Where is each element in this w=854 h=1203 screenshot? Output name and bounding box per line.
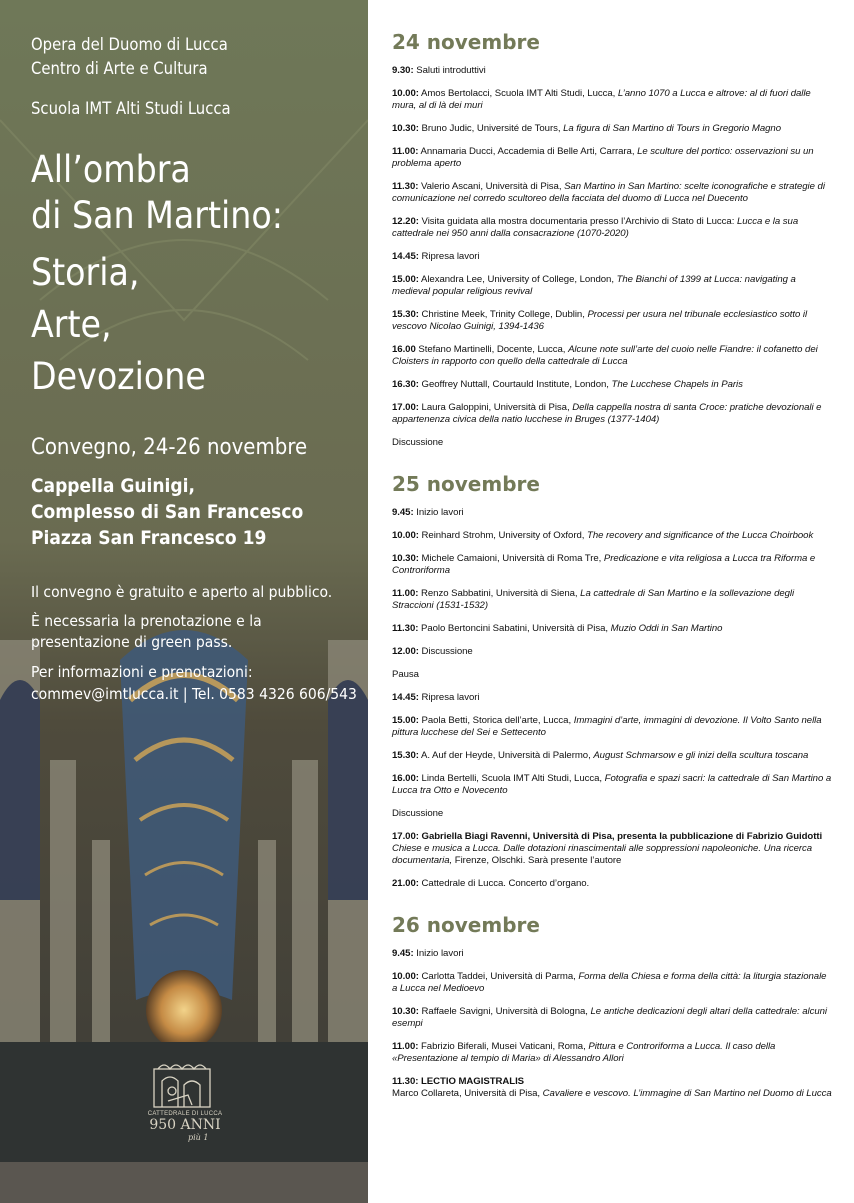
item-text: Christine Meek, Trinity College, Dublin,	[421, 309, 585, 320]
item-text: Cattedrale di Lucca. Concerto d’organo.	[421, 878, 590, 889]
item-time: 10.30:	[392, 1006, 419, 1017]
program-item	[392, 553, 832, 577]
item-time: 14.45:	[392, 692, 419, 703]
program-item	[392, 379, 832, 391]
item-title: Della cappella nostra di santa Croce: pratiche devozionali e appartenenza civica della natio lucchese in Bruges (1377-1404)	[392, 402, 822, 425]
item-time: 17.00:	[392, 831, 419, 842]
program-item	[392, 530, 832, 542]
item-time: 10.30:	[392, 123, 419, 134]
item-title: Forma della Chiesa e forma della città: la liturgia stazionale a Lucca nel Medioevo	[392, 971, 827, 994]
item-title: L’anno 1070 a Lucca e altrove: al di fuori dalle mura, al di là dei muri	[392, 88, 811, 111]
item-title: La figura di San Martino di Tours in Gregorio Magno	[563, 123, 781, 134]
item-speaker: Marco Collareta, Università di Pisa,	[392, 1088, 541, 1099]
program-item	[392, 878, 832, 890]
item-time: 12.20:	[392, 216, 419, 227]
item-time: 10.30:	[392, 553, 419, 564]
item-tail: Firenze, Olschki. Sarà presente l’autore	[454, 855, 622, 866]
item-text: Michele Camaioni, Università di Roma Tre,	[421, 553, 602, 564]
convegno-dates: Convegno, 24-26 novembre	[31, 435, 308, 460]
item-text: Valerio Ascani, Università di Pisa,	[421, 181, 562, 192]
program-item	[392, 123, 832, 135]
day-heading: 25 novembre	[392, 472, 540, 496]
organizer-line: Scuola IMT Alti Studi Lucca	[31, 99, 231, 118]
item-text: Laura Galoppini, Università di Pisa,	[421, 402, 570, 413]
program-item	[392, 181, 832, 205]
info-line: È necessaria la prenotazione e la	[31, 612, 262, 630]
program-item	[392, 750, 832, 762]
item-title: Processi per usura nel tribunale ecclesiastico sotto il vescovo Nicolao Guinigi, 1394-1436	[392, 309, 808, 332]
program-item	[392, 507, 832, 519]
item-time: 11.00:	[392, 1041, 419, 1052]
item-text: Paolo Bertoncini Sabatini, Università di Pisa,	[421, 623, 609, 634]
item-title: Fotografia e spazi sacri: la cattedrale di San Martino a Lucca tra Otto e Novecento	[392, 773, 832, 796]
item-text: Discussione	[392, 437, 444, 448]
item-text: Gabriella Biagi Ravenni, Università di Pisa, presenta la pubblicazione di Fabrizio Guidotti	[421, 831, 823, 842]
title-line: Devozione	[31, 355, 206, 398]
cathedral-facade-icon	[140, 1055, 230, 1111]
item-title: Alcune note sull’arte del cuoio nelle Fiandre: il cofanetto dei Cloisters in rapporto con quello della cattedrale di Lucca	[392, 344, 818, 367]
logo-line: 950 ANNI	[149, 1117, 221, 1133]
title-line: All’ombra	[31, 148, 191, 191]
title-line: Storia,	[31, 251, 140, 294]
item-time: 11.30:	[392, 623, 419, 634]
venue-line: Cappella Guinigi,	[31, 475, 195, 497]
item-text: Alexandra Lee, University of College, London,	[421, 274, 614, 285]
program-column	[392, 30, 832, 1111]
item-text: Annamaria Ducci, Accademia di Belle Arti, Carrara,	[420, 146, 635, 157]
item-time: 16.30:	[392, 379, 419, 390]
program-item	[392, 216, 832, 240]
item-text: Ripresa lavori	[421, 692, 480, 703]
program-item	[392, 971, 832, 995]
item-text: Paola Betti, Storica dell’arte, Lucca,	[421, 715, 572, 726]
program-item	[392, 646, 832, 658]
item-time: 11.00:	[392, 588, 419, 599]
title-line: Arte,	[31, 303, 112, 346]
venue-line: Piazza San Francesco 19	[31, 527, 267, 549]
item-text: Inizio lavori	[416, 948, 464, 959]
item-time: 10.00:	[392, 530, 419, 541]
program-item	[392, 669, 832, 681]
item-title: The Bianchi of 1399 at Lucca: navigating a medieval popular religious revival	[392, 274, 796, 297]
item-text: Linda Bertelli, Scuola IMT Alti Studi, Lucca,	[421, 773, 603, 784]
program-item	[392, 623, 832, 635]
item-title: Le sculture del portico: osservazioni su un problema aperto	[392, 146, 814, 169]
item-title: Lucca e la sua cattedrale nei 950 anni dalla consacrazione (1070-2020)	[392, 216, 799, 239]
item-time: 15.30:	[392, 309, 419, 320]
item-title: Cavaliere e vescovo. L’immagine di San Martino nel Duomo di Lucca	[542, 1088, 832, 1099]
program-item	[392, 251, 832, 263]
item-time: 11.30:	[392, 181, 419, 192]
title-line: di San Martino:	[31, 194, 283, 237]
item-time: 11.00:	[392, 146, 419, 157]
day-heading: 24 novembre	[392, 30, 540, 54]
program-item	[392, 808, 832, 820]
item-time: 15.30:	[392, 750, 419, 761]
item-text: LECTIO MAGISTRALIS	[421, 1076, 525, 1087]
item-time: 21.00:	[392, 878, 419, 889]
item-title: San Martino in San Martino: scelte iconografiche e strategie di comunicazione nel corredo scultoreo della facciata del duomo di Lucca nel Duecento	[392, 181, 825, 204]
cathedral-950-logo	[140, 1055, 230, 1155]
item-time: 17.00:	[392, 402, 419, 413]
item-text: Discussione	[421, 646, 473, 657]
program-item	[392, 1076, 832, 1100]
item-text: Raffaele Savigni, Università di Bologna,	[421, 1006, 588, 1017]
item-text: Amos Bertolacci, Scuola IMT Alti Studi, Lucca,	[421, 88, 616, 99]
info-line: Il convegno è gratuito e aperto al pubblico.	[31, 583, 333, 601]
organizer-line: Centro di Arte e Cultura	[31, 59, 208, 78]
program-item	[392, 948, 832, 960]
item-time: 14.45:	[392, 251, 419, 262]
item-time: 15.00:	[392, 274, 419, 285]
program-item	[392, 588, 832, 612]
item-text: Bruno Judic, Université de Tours,	[421, 123, 561, 134]
item-title: Immagini d’arte, immagini di devozione. Il Volto Santo nella pittura lucchese del Sei e Settecento	[392, 715, 822, 738]
left-panel	[0, 0, 368, 1203]
program-item	[392, 344, 832, 368]
item-time: 16.00	[392, 344, 416, 355]
logo-line: più 1	[188, 1133, 209, 1142]
item-text: Reinhard Strohm, University of Oxford,	[421, 530, 585, 541]
program-item	[392, 831, 832, 867]
item-text: Geoffrey Nuttall, Courtauld Institute, London,	[421, 379, 609, 390]
organizer-line: Opera del Duomo di Lucca	[31, 35, 228, 54]
item-time: 15.00:	[392, 715, 419, 726]
item-text: Saluti introduttivi	[416, 65, 486, 76]
logo-line: CATTEDRALE DI LUCCA	[147, 1111, 223, 1117]
program-item	[392, 402, 832, 426]
info-line: presentazione di green pass.	[31, 633, 233, 651]
program-item	[392, 88, 832, 112]
item-title: Pittura e Controriforma a Lucca. Il caso della «Presentazione al tempio di Maria» di Alessandro Allori	[392, 1041, 776, 1064]
program-item	[392, 715, 832, 739]
program-item	[392, 1006, 832, 1030]
item-title: The Lucchese Chapels in Paris	[611, 379, 743, 390]
item-title: August Schmarsow e gli inizi della scultura toscana	[593, 750, 809, 761]
item-title: La cattedrale di San Martino e la sollevazione degli Straccioni (1531-1532)	[392, 588, 795, 611]
program-item	[392, 692, 832, 704]
program-item	[392, 773, 832, 797]
item-time: 16.00:	[392, 773, 419, 784]
item-text: Carlotta Taddei, Università di Parma,	[421, 971, 576, 982]
item-time: 12.00:	[392, 646, 419, 657]
item-text: Inizio lavori	[416, 507, 464, 518]
program-item	[392, 437, 832, 449]
item-text: Renzo Sabbatini, Università di Siena,	[421, 588, 578, 599]
day-heading: 26 novembre	[392, 913, 540, 937]
item-text: Ripresa lavori	[421, 251, 480, 262]
program-item	[392, 274, 832, 298]
item-title: Predicazione e vita religiosa a Lucca tra Riforma e Controriforma	[392, 553, 816, 576]
item-text: Fabrizio Biferali, Musei Vaticani, Roma,	[421, 1041, 586, 1052]
item-title: The recovery and significance of the Lucca Choirbook	[587, 530, 814, 541]
info-line: Per informazioni e prenotazioni:	[31, 663, 253, 681]
item-text: Pausa	[392, 669, 419, 680]
item-time: 9.45:	[392, 507, 414, 518]
item-time: 10.00:	[392, 971, 419, 982]
item-time: 9.30:	[392, 65, 414, 76]
program-item	[392, 309, 832, 333]
item-text: Discussione	[392, 808, 444, 819]
item-text: Visita guidata alla mostra documentaria presso l’Archivio di Stato di Lucca:	[421, 216, 735, 227]
item-title: Muzio Oddi in San Martino	[610, 623, 723, 634]
item-time: 9.45:	[392, 948, 414, 959]
program-item	[392, 146, 832, 170]
item-text: Stefano Martinelli, Docente, Lucca,	[418, 344, 566, 355]
item-title: Le antiche dedicazioni degli altari della cattedrale: alcuni esempi	[392, 1006, 827, 1029]
item-time: 11.30:	[392, 1076, 419, 1087]
item-title: Chiese e musica a Lucca. Dalle dotazioni rinascimentali alle soppressioni napoleoniche. Una ricerca documentaria,	[392, 843, 813, 866]
program-item	[392, 1041, 832, 1065]
item-time: 10.00:	[392, 88, 419, 99]
venue-line: Complesso di San Francesco	[31, 501, 304, 523]
contact-line: commev@imtlucca.it | Tel. 0583 4326 606/543	[31, 685, 357, 703]
program-item	[392, 65, 832, 77]
item-text: A. Auf der Heyde, Università di Palermo,	[421, 750, 591, 761]
